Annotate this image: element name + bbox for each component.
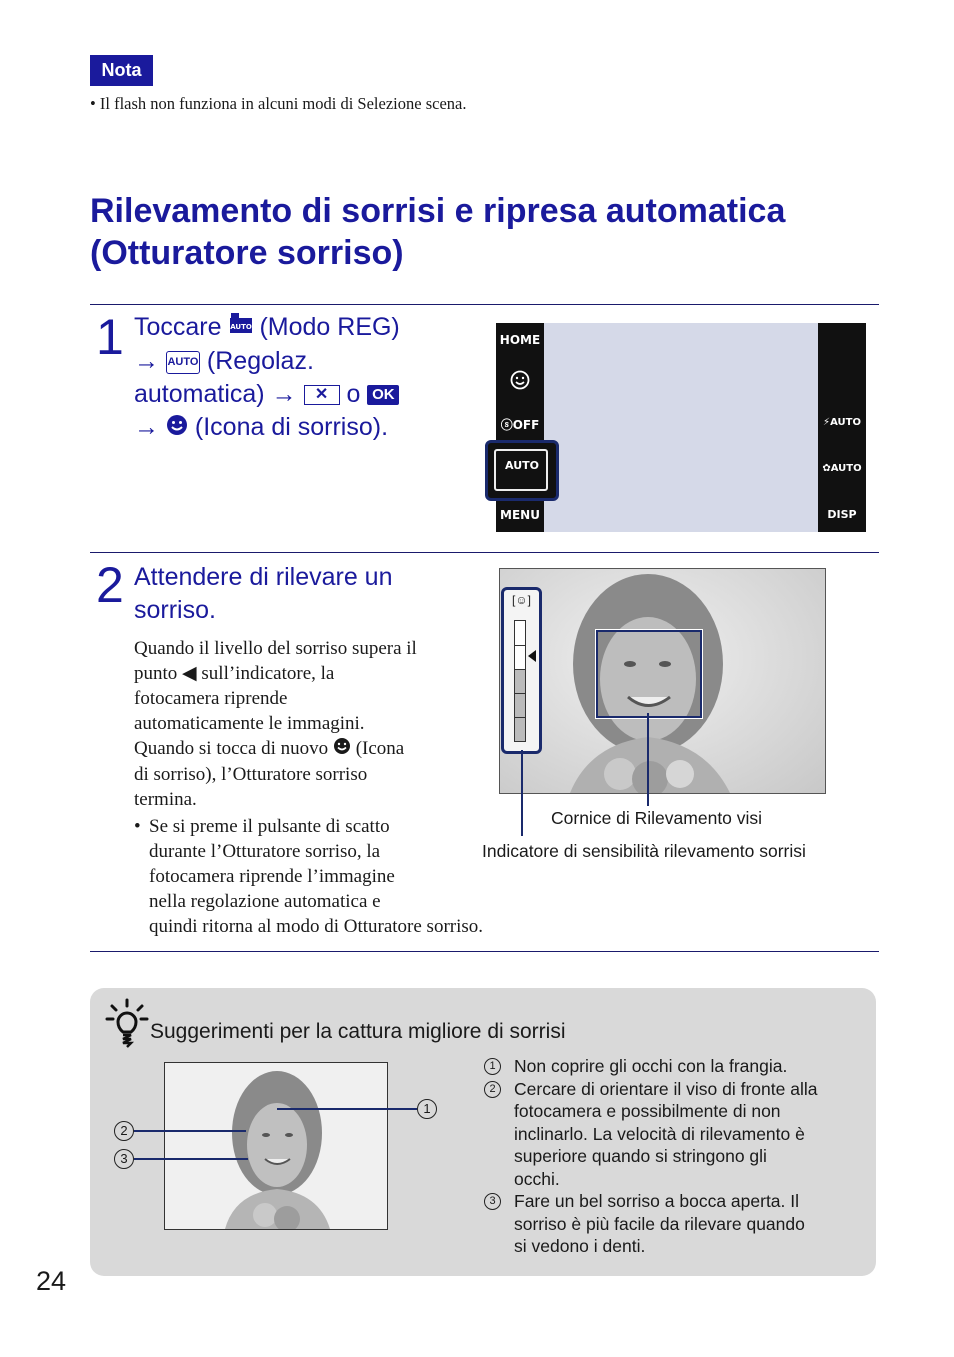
callout-number-3: 3 [114, 1149, 134, 1169]
label-face-frame: Cornice di Rilevamento visi [551, 808, 763, 828]
callout-line-frame [647, 713, 649, 806]
tip-line: si vedono i denti. [514, 1236, 646, 1256]
indicator-tick [515, 717, 525, 718]
label-indicator: Indicatore di sensibilità rilevamento sorrisi [482, 841, 806, 861]
indicator-tick [515, 693, 525, 694]
body-line: Quando il livello del sorriso supera il [134, 638, 417, 659]
smile-button[interactable] [496, 370, 544, 395]
smile-sensitivity-indicator [501, 587, 542, 754]
step1-or: o [346, 379, 361, 408]
step1-text-4: automatica) [134, 379, 265, 408]
body-text: (Icona [355, 738, 405, 759]
ok-button-icon: OK [367, 385, 399, 405]
tip-item-2 [484, 1078, 864, 1191]
bullet-line: fotocamera riprende l’immagine [149, 866, 395, 887]
body-line: punto ◀ sull’indicatore, la [134, 663, 335, 684]
callout-line-3 [134, 1158, 248, 1160]
page-title [90, 190, 880, 274]
tips-box [90, 988, 876, 1276]
tip-line: Cercare di orientare il viso di fronte alla [514, 1078, 818, 1099]
tip-line: fotocamera e possibilmente di non [514, 1101, 781, 1121]
note-text: • Il flash non funziona in alcuni modi di Selezione scena. [90, 94, 467, 113]
camera-auto-icon [229, 312, 253, 345]
step2-heading [134, 561, 474, 627]
tip-line: superiore quando si stringono gli [514, 1146, 767, 1166]
tip-number: 1 [484, 1058, 501, 1075]
tip-number: 3 [484, 1193, 501, 1210]
camera-auto-icon: AUTO [505, 459, 539, 472]
indicator-tick [515, 669, 525, 670]
portrait-image [165, 1063, 387, 1229]
body-line [134, 736, 474, 762]
tip-line: sorriso è più facile da rilevare quando [514, 1213, 805, 1234]
body-line: fotocamera riprende [134, 688, 288, 709]
callout-line-1 [277, 1108, 417, 1110]
tip-item-3 [484, 1190, 864, 1258]
bullet-line: quindi ritorna al modo di Otturatore sorriso. [149, 916, 484, 937]
tip-line: occhi. [514, 1168, 560, 1189]
self-timer-button[interactable] [496, 416, 544, 433]
svg-text:AUTO: AUTO [229, 322, 252, 331]
title-line-1: Rilevamento di sorrisi e ripresa automatica [90, 192, 786, 230]
step1-text-1: Toccare [134, 313, 222, 341]
indicator-tick [515, 645, 525, 646]
tips-list [484, 1055, 864, 1258]
tip-number: 2 [484, 1081, 501, 1098]
callout-number-1: 1 [417, 1099, 437, 1119]
title-line-2: (Otturatore sorriso) [90, 234, 404, 272]
step2-heading-line1: Attendere di rilevare un [134, 563, 393, 591]
smile-icon [166, 412, 188, 445]
smile-shutter-photo [499, 568, 826, 794]
step-number-2: 2 [96, 557, 124, 613]
threshold-pointer-icon [528, 650, 536, 662]
lightbulb-icon [104, 998, 150, 1055]
home-button[interactable]: HOME [499, 333, 541, 347]
indicator-scale [514, 620, 526, 742]
macro-button[interactable]: ✿AUTO [822, 463, 862, 474]
tips-photo [164, 1062, 388, 1230]
disp-button[interactable]: DISP [827, 508, 857, 521]
indicator-level [515, 669, 525, 741]
divider [90, 552, 879, 553]
bullet: • [134, 816, 141, 837]
tips-heading: Suggerimenti per la cattura migliore di sorrisi [150, 1020, 566, 1043]
rec-mode-button[interactable] [485, 440, 559, 501]
x-button-icon: ✕ [304, 385, 340, 405]
arrow-icon: → [271, 379, 297, 408]
camera-screen [496, 323, 866, 532]
divider [90, 951, 879, 952]
bullet-line: nella regolazione automatica e [149, 891, 381, 912]
body-line: di sorriso), l’Otturatore sorriso [134, 764, 368, 786]
tip-line: Non coprire gli occhi con la frangia. [514, 1056, 788, 1076]
step1-instructions [134, 311, 474, 445]
menu-button[interactable]: MENU [500, 508, 540, 522]
step2-bullet [134, 814, 554, 939]
bullet-line: Se si preme il pulsante di scatto [149, 816, 390, 837]
indicator-smile-icon: [☺] [512, 593, 531, 607]
callout-line-2 [134, 1130, 246, 1132]
body-line: termina. [134, 789, 197, 811]
arrow-icon: → [134, 346, 159, 375]
step1-text-2: (Modo REG) [259, 313, 400, 341]
step1-text-5: (Icona di sorriso). [194, 412, 389, 441]
smile-icon [333, 737, 351, 762]
step2-body [134, 636, 474, 812]
step1-text-3: (Regolaz. [206, 346, 314, 375]
callout-number-2: 2 [114, 1121, 134, 1141]
self-timer-icon: ⓢOFF [500, 418, 540, 432]
body-line: automaticamente le immagini. [134, 713, 365, 734]
page-number: 24 [36, 1266, 67, 1296]
auto-icon: AUTO [166, 351, 200, 374]
note-badge: Nota [90, 55, 153, 86]
bullet-line: durante l’Otturatore sorriso, la [149, 841, 381, 862]
tip-line: Fare un bel sorriso a bocca aperta. Il [514, 1191, 800, 1211]
tip-line: inclinarlo. La velocità di rilevamento è [514, 1123, 805, 1144]
face-detection-frame [596, 630, 702, 718]
step2-heading-line2: sorriso. [134, 596, 216, 624]
step-number-1: 1 [96, 309, 124, 365]
callout-line-indicator [521, 750, 523, 836]
body-text: Quando si tocca di nuovo [134, 738, 329, 759]
tip-item-1 [484, 1055, 864, 1078]
arrow-icon: → [134, 412, 159, 441]
flash-button[interactable]: ⚡AUTO [823, 417, 861, 428]
smile-icon [510, 370, 530, 390]
divider [90, 304, 879, 305]
